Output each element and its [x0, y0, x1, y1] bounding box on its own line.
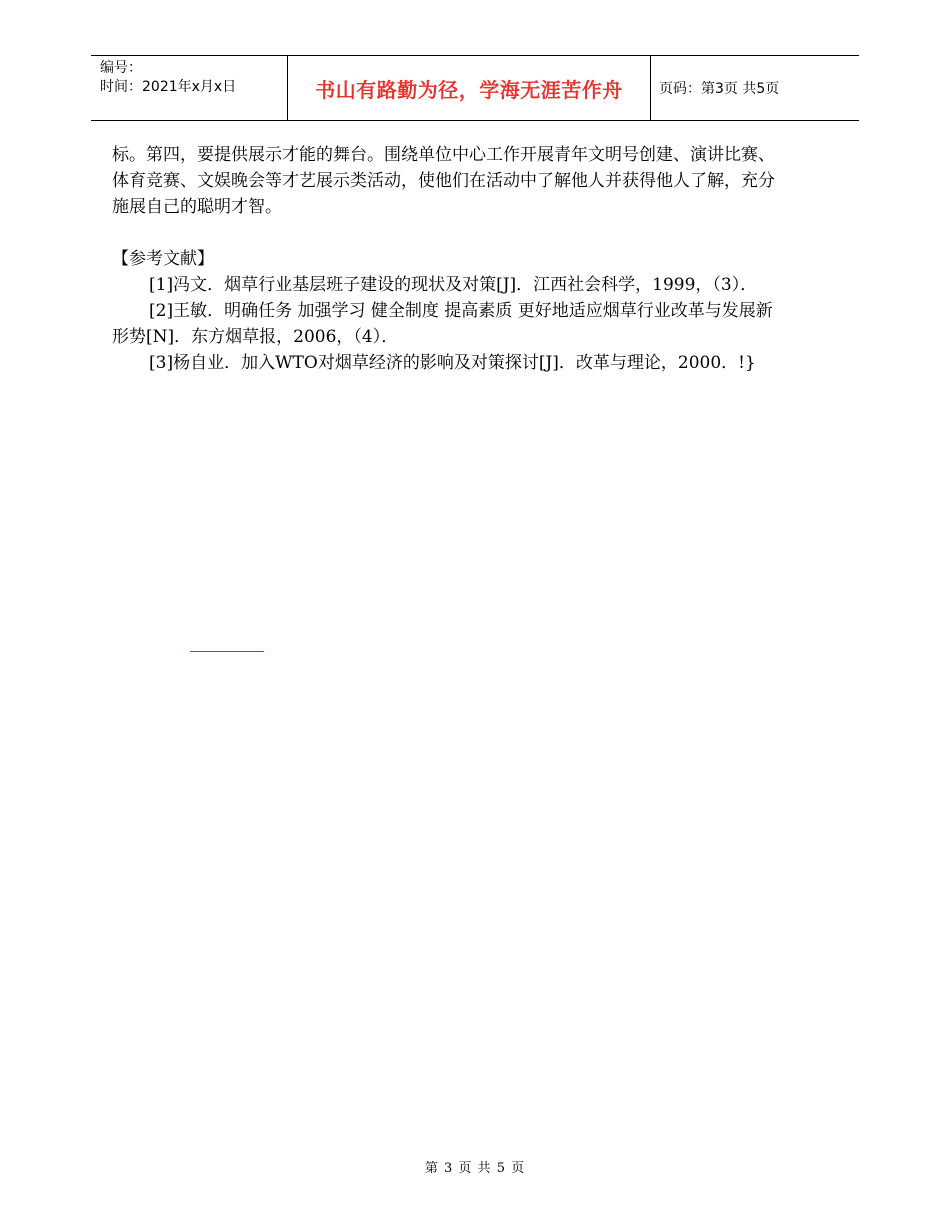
reference-item-1: [1]冯文．烟草行业基层班子建设的现状及对策[J]．江西社会科学，1999，（3）． [149, 275, 758, 295]
document-body [112, 142, 782, 376]
document-header [91, 55, 859, 121]
body-paragraph: 标。第四，要提供展示才能的舞台。围绕单位中心工作开展青年文明号创建、演讲比赛、体育竞赛、文娱晚会等才艺展示类活动，使他们在活动中了解他人并获得他人了解，充分施展自己的聪明才智。 [112, 145, 775, 217]
motto-text: 书山有路勤为径，学海无涯苦作舟 [315, 77, 623, 102]
references-heading: 【参考文献】 [112, 249, 214, 269]
header-page-cell [651, 56, 859, 120]
page-number-label: 页码：第3页 共5页 [659, 81, 780, 97]
reference-item-3: [3]杨自业．加入WTO对烟草经济的影响及对策探讨[J]．改革与理论，2000．!} [149, 353, 756, 373]
header-info-cell [91, 56, 287, 120]
number-label: 编号： [100, 60, 142, 76]
reference-item-2: [2]王敏．明确任务 加强学习 健全制度 提高素质 更好地适应烟草行业改革与发展新形势[N]．东方烟草报，2006，（4）． [112, 301, 773, 347]
date-label: 时间：2021年x月x日 [100, 79, 237, 95]
hyperlink-underline[interactable] [190, 651, 264, 652]
header-motto-cell [287, 56, 651, 120]
page-footer: 第 3 页 共 5 页 [424, 1161, 526, 1176]
